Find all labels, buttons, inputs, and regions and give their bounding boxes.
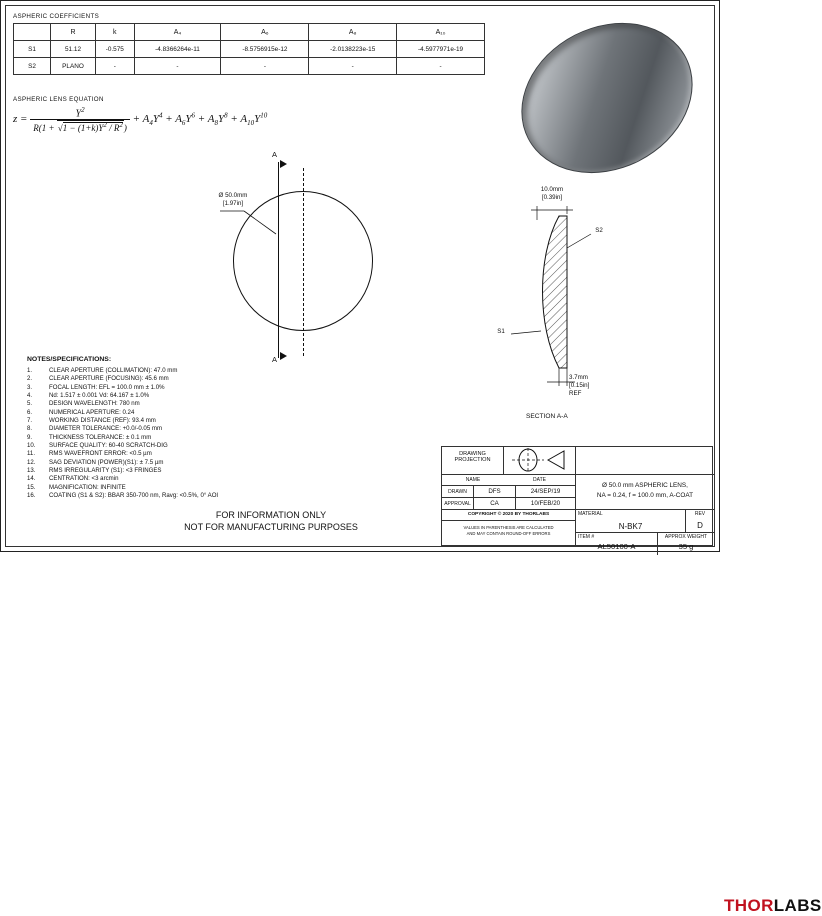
material-value: N-BK7 [576,519,686,533]
front-view [206,150,401,406]
cell-s1-k: -0.575 [96,41,135,58]
list-item [27,484,218,492]
cell-s1-A6: -8.5756915e-12 [221,41,309,58]
list-item [27,442,218,450]
list-item [27,375,218,383]
note-text: MAGNIFICATION: INFINITE [49,483,126,491]
notes-title: NOTES/SPECIFICATIONS: [27,356,112,363]
note-text: NUMERICAL APERTURE: 0.24 [49,408,135,416]
cell-s2-k: - [96,58,135,75]
list-item [27,467,218,475]
note-index: 3. [27,383,33,391]
aspheric-equation-label: ASPHERIC LENS EQUATION [13,96,104,103]
projection-symbol-cell [504,447,576,475]
edge-thickness-dimension [569,374,615,397]
diameter-value-inch: [1.97in] [222,199,244,207]
note-index: 1. [27,367,33,374]
drawn-date: 24/SEP/19 [516,486,576,498]
title-block [441,446,822,915]
note-text: DIAMETER TOLERANCE: +0.0/-0.05 mm [49,425,163,433]
footer-notice [121,509,421,533]
cell-surface-s1: S1 [14,41,51,58]
note-index: 4. [27,392,33,400]
note-index: 13. [27,467,36,475]
description-line2: NA = 0.24, f = 100.0 mm, A-COAT [596,492,694,499]
thorlabs-logo [724,896,822,916]
note-text: Nd: 1.517 ± 0.001 Vd: 64.167 ± 1.0% [49,392,150,400]
logo-labs: LABS [773,896,822,915]
note-text: FOCAL LENGTH: EFL = 100.0 mm ± 1.0% [49,383,165,391]
label-s1: S1 [497,328,505,335]
note-text: THICKNESS TOLERANCE: ± 0.1 mm [49,433,152,441]
cell-s2-A4: - [134,58,221,75]
lens-3d-render [506,19,706,179]
header-blank [14,24,51,41]
list-item [27,459,218,467]
date-column-header: DATE [504,475,576,486]
diameter-dimension [198,192,268,208]
header-R: R [51,24,96,41]
cell-s1-A4: -4.8366264e-11 [134,41,221,58]
note-index: 16. [27,492,36,500]
section-mark-bottom-label: A [272,355,278,364]
center-thickness-inch: [0.39in] [541,193,563,201]
list-item [27,400,218,408]
list-item [27,392,218,400]
cell-s2-A10: - [397,58,485,75]
cell-s2-A8: - [309,58,397,75]
aspheric-coefficients-table [13,23,485,75]
list-item [27,384,218,392]
list-item [27,492,218,500]
weight-label: APPROX WEIGHT [664,534,708,540]
note-index: 8. [27,425,33,433]
list-item [27,367,218,375]
item-label: ITEM # [576,533,658,541]
note-text: CLEAR APERTURE (COLLIMATION): 47.0 mm [49,367,178,374]
list-item [27,434,218,442]
note-index: 12. [27,458,36,466]
note-index: 7. [27,417,33,425]
note-index: 9. [27,433,33,441]
notes-list [27,367,218,501]
note-index: 10. [27,442,36,450]
note-text: CENTRATION: <3 arcmin [49,475,119,483]
note-text: CLEAR APERTURE (FOCUSING): 45.6 mm [49,375,169,383]
material-label: MATERIAL [576,510,686,519]
cell-s1-R: 51.12 [51,41,96,58]
footer-notice-line1: FOR INFORMATION ONLY [215,510,327,520]
note-index: 5. [27,400,33,408]
note-text: RMS WAVEFRONT ERROR: <0.5 µm [49,450,152,458]
list-item [27,450,218,458]
approval-label: APPROVAL [442,498,474,510]
name-column-header: NAME [442,475,504,486]
rev-value: D [686,519,714,533]
cell-s1-A10: -4.5977971e-19 [397,41,485,58]
drawing-projection-label-line1: DRAWING [459,451,486,457]
item-value: AL50100-A [576,541,658,555]
header-A8: A₈ [309,24,397,41]
note-text: RMS IRREGULARITY (S1): <3 FRINGES [49,467,162,475]
drawn-label: DRAWN [442,486,474,498]
edge-thickness-ref: REF [569,389,582,397]
drawing-projection-label-line2: PROJECTION [454,457,491,463]
note-text: SURFACE QUALITY: 60-40 SCRATCH-DIG [49,442,168,450]
note-index: 6. [27,408,33,416]
weight-value: 35 g [678,542,694,551]
center-thickness-value: 10.0mm [540,186,564,193]
center-thickness-dimension [516,186,588,202]
list-item [27,417,218,425]
disclaimer-line2: AND MAY CONTAIN ROUND-OFF ERRORS [466,531,551,536]
edge-thickness-value: 3.7mm [569,374,588,381]
table-row [14,58,485,75]
table-row [14,41,485,58]
note-index: 15. [27,483,36,491]
note-text: WORKING DISTANCE (REF): 93.4 mm [49,417,156,425]
list-item [27,475,218,483]
footer-notice-line2: NOT FOR MANUFACTURING PURPOSES [184,522,358,532]
note-text: SAG DEVIATION (POWER)(S1): ± 7.5 µm [49,458,164,466]
approval-name: CA [474,498,516,510]
cell-s2-A6: - [221,58,309,75]
list-item [27,425,218,433]
header-A4: A₄ [134,24,221,41]
cell-s1-A8: -2.0138223e-15 [309,41,397,58]
cell-surface-s2: S2 [14,58,51,75]
cell-s2-R: PLANO [51,58,96,75]
lens-3d-face [495,0,718,202]
rev-label: REV [694,511,706,517]
copyright-notice: COPYRIGHT © 2020 BY THORLABS [442,510,576,521]
aspheric-coefficients-label: ASPHERIC COEFFICIENTS [13,13,100,20]
note-index: 2. [27,375,33,383]
table-header-row [14,24,485,41]
disclaimer-line1: VALUES IN PARENTHESIS ARE CALCULATED [463,525,554,530]
note-text: DESIGN WAVELENGTH: 780 nm [49,400,140,408]
list-item [27,409,218,417]
header-A10: A₁₀ [397,24,485,41]
first-angle-projection-icon [504,447,576,474]
header-k: k [96,24,135,41]
diameter-value: Ø 50.0mm [218,192,248,199]
approval-date: 10/FEB/20 [516,498,576,510]
aspheric-equation [13,106,343,148]
section-mark-top-label: A [272,150,278,159]
note-text: COATING (S1 & S2): BBAR 350-700 nm, Ravg: <0.5%, 0° AOI [49,492,219,500]
part-description [576,475,714,510]
note-index: 14. [27,475,36,483]
header-A6: A₆ [221,24,309,41]
drawn-name: DFS [474,486,516,498]
description-line1: Ø 50.0 mm ASPHERIC LENS, [602,482,688,489]
drawing-projection-cell [442,447,504,475]
section-view [471,186,701,411]
logo-thor: THOR [724,896,774,915]
equation-glyphs: z = $\frac{Y^2}{R(1 + √1 - (1+k)Y^2 / R^2)}$ + $A_4Y^4 + A_6Y^6 + A_8Y^8 + A_{10}Y^{10}$ [13,106,268,134]
edge-thickness-inch: [0.15in] [569,381,590,389]
label-s2: S2 [595,227,603,234]
disclaimer-notice [442,521,576,545]
section-view-caption: SECTION A-A [526,413,568,420]
note-index: 11. [27,450,36,458]
